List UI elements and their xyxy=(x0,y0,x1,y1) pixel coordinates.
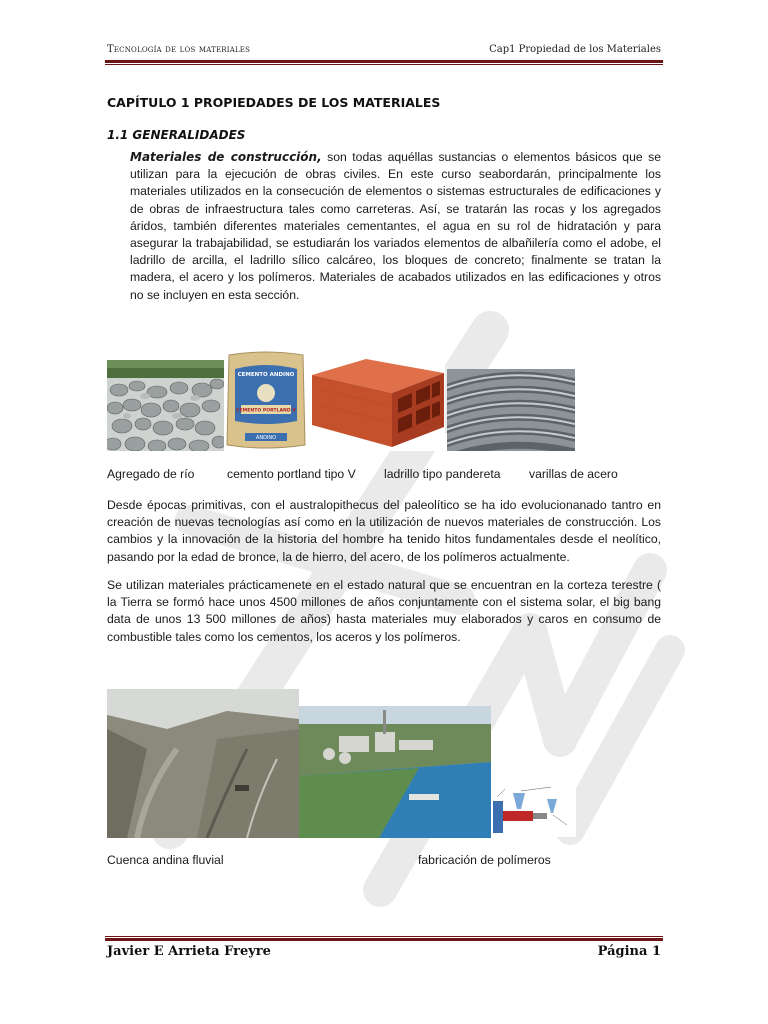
paragraph-generalidades xyxy=(130,149,661,304)
image-polymer-plant xyxy=(299,706,491,838)
image-steel-rebar xyxy=(447,369,575,451)
caption-polymer-manufacturing: fabricación de polímeros xyxy=(418,853,551,867)
running-header-left: Tecnología de los materiales xyxy=(107,44,251,55)
image-clay-brick xyxy=(310,353,445,451)
caption-andean-basin: Cuenca andina fluvial xyxy=(107,853,224,867)
running-header-right: Cap1 Propiedad de los Materiales xyxy=(489,44,661,55)
caption-brick: ladrillo tipo pandereta xyxy=(384,467,501,481)
header-rule xyxy=(105,60,663,65)
cement-bag-bottom-label: ANDINO xyxy=(255,435,277,441)
paragraph-natural-materials: Se utilizan materiales prácticamenete en el estado natural que se encuentran en la corteza terestre ( la Tierra se formó hace unos 4500 millones de años conjuntamente con el sistema solar, el big bang data de unos 13 500 millones de años) hasta materiales muy elaborados y caros en consumo de combustible tales como los cementos, los aceros y los polímeros. xyxy=(107,578,661,644)
footer-page-number: Página 1 xyxy=(597,944,661,959)
chapter-title: CAPÍTULO 1 PROPIEDADES DE LOS MATERIALES xyxy=(107,95,441,110)
image-polymer-process-diagram xyxy=(491,785,576,837)
section-title: 1.1 GENERALIDADES xyxy=(107,128,246,142)
paragraph-body: son todas aquéllas sustancias o elementos básicos que se utilizan para la ejecución de obras civiles. En este curso seabordarán, principalmente los materiales utilizados en la consecución de elementos o sistemas estructurales de edificaciones y de obras de infraestructura tales como carreteras. Así, se tratarán las rocas y los agregados áridos, también diferentes materiales cementantes, el agua en su rol de hidratación y para asegurar la trabajabilidad, se estudiarán los variados elementos de albañilería como el adobe, el ladrillo de arcilla, el ladrillo sílico calcáreo, los bloques de concreto; finalmente se tratan la madera, el acero y los polímeros. Materiales de acabados utilizados en las edificaciones y otros no se incluyen en esta sección. xyxy=(130,150,661,302)
image-cement-bag xyxy=(225,349,307,451)
caption-river-aggregate: Agregado de río xyxy=(107,467,195,481)
caption-rebar: varillas de acero xyxy=(529,467,618,481)
footer-rule xyxy=(105,935,663,941)
image-andean-river-basin xyxy=(107,689,299,838)
cement-bag-type: CEMENTO PORTLAND V xyxy=(236,408,296,414)
footer-author: Javier E Arrieta Freyre xyxy=(107,944,271,959)
paragraph-lead-term: Materiales de construcción, xyxy=(130,150,322,164)
caption-cement: cemento portland tipo V xyxy=(227,467,356,481)
cement-bag-brand: CEMENTO ANDINO xyxy=(237,372,295,378)
paragraph-history: Desde épocas primitivas, con el australopithecus del paleolítico se ha ido evolucionanado tantro en creación de nuevas tecnologías así como en la utilización de nuevos materiales de construcción. Los cambios y la innovación de la historia del hombre ha tenido hitos fundamentales desde el neolítico, pasando por la edad de bronce, la de hierro, del acero, de los polímeros actualmente. xyxy=(107,498,661,564)
image-river-aggregate xyxy=(107,360,224,451)
